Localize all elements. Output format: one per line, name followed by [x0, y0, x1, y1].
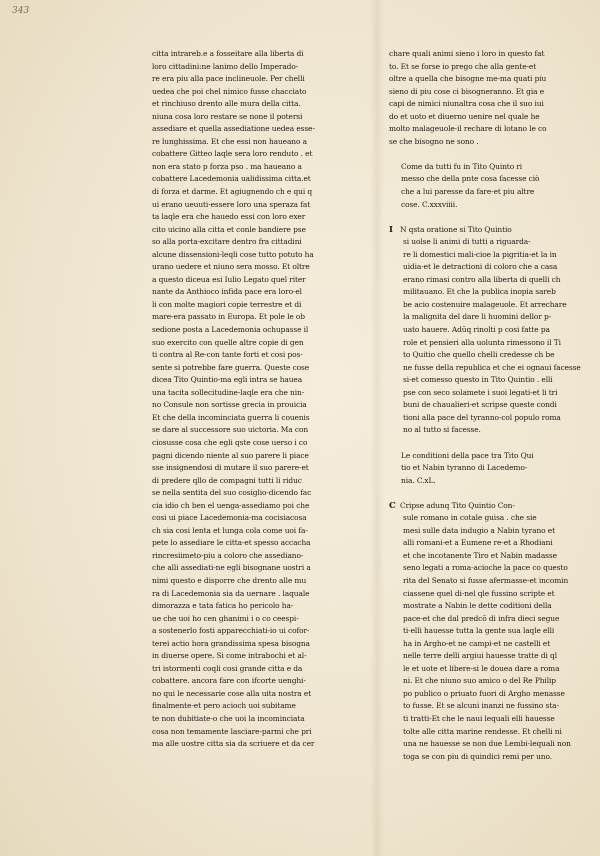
text-line: uidia-et le detractioni di coloro che a casa [403, 262, 558, 272]
text-line: et che incotanente Tiro et Nabin madasse [403, 550, 557, 560]
text-line: no Consule non sortisse grecia in prouicia [152, 400, 307, 410]
text-line: pse con seco solamete i suoi legati-et li tri [403, 387, 558, 397]
text-line: ni. Et che niuno suo amico o del Re Philip [403, 676, 556, 686]
text-line: sule romano in cotale guisa . che sie [403, 513, 537, 523]
text-line: dimorazza e tata fatica ho pericolo ha- [152, 601, 294, 611]
text-line: be acio costenuire malageuole. Et arrechare [403, 299, 567, 309]
text-line: ne fusse della republica et che ei ognaui facesse [403, 362, 581, 372]
text-line: ciosusse cosa che egli qste cose uerso i co [152, 437, 308, 447]
text-line: ti-elli hauesse tutta la gente sua laqle elli [403, 626, 555, 636]
text-line: se dare al successore suo uictoria. Ma con [152, 425, 309, 435]
text-line: cia idio ch ben el uenga-assediamo poi che [152, 500, 310, 510]
text-line: non era stato p forza pso . ma haueano a [152, 161, 302, 171]
text-line: urano uedere et niuno sera mosso. Et oltre [152, 262, 310, 272]
text-line: nimi questo e disporre che drento alle mu [152, 575, 307, 585]
text-line: ti contra al Re-con tante forti et cosi pos- [152, 350, 303, 360]
text-line: una tacita sollecitudine-laqle era che nin- [152, 387, 305, 397]
text-line: ch sia cosi lenta et lunga cola come uoi fa- [152, 525, 308, 535]
text-line: rita del Senato si fusse afermasse-et incomin [403, 575, 569, 585]
text-line: no qui le necessarie cose alla uita nostra et [152, 688, 312, 698]
left-text-column [152, 48, 348, 751]
text-line: una ne hauesse se non due Lembi-lequali non [403, 739, 571, 749]
text-line: cobattere Lacedemonia ualidissima citta.et [152, 174, 311, 184]
text-line: nia. C.xL. [401, 475, 436, 485]
text-line: loro cittadini:ne lanimo dello Imperado- [152, 61, 299, 71]
text-line: to fusse. Et se alcuni inanzi ne fussino sta- [403, 701, 559, 711]
right-top-paragraph [389, 48, 585, 148]
text-line: mesi sulle data indugio a Nabin tyrano et [403, 525, 555, 535]
text-line: po publico o priuato fuori di Argho menasse [403, 688, 565, 698]
initial-letter: I [389, 224, 393, 235]
text-line: terei actio hora grandissima spesa bisogna [152, 638, 310, 648]
text-line: nante da Anthioco infida pace era loro-el [152, 287, 302, 297]
text-line: a questo diceua esi Iulio Legato quel riter [152, 274, 306, 284]
text-line: Come da tutti fu in Tito Quinto ri [401, 161, 523, 171]
text-line: tri istormenti coqli cosi grande citta e da [152, 663, 303, 673]
initial-letter: C [389, 500, 396, 511]
text-line: te non dubitiate-o che uoi la incominciata [152, 713, 305, 723]
text-line: oltre a quella che bisogne me-ma quati piu [389, 74, 547, 84]
right-text-column [389, 48, 585, 763]
text-line: li con molte magiori copie terrestre et di [152, 299, 302, 309]
text-line: ui erano ueuuti-essere loro una speraza fat [152, 199, 311, 209]
text-line: so alla porta-excitare dentro fra cittadini [152, 237, 302, 247]
text-line: si-et comesso questo in Tito Quintio . elli [403, 375, 553, 385]
text-line: do et uoto et diuerno uenire nel quale he [389, 111, 540, 121]
chapter-rubric-39 [389, 161, 585, 211]
text-line: to Quitio che quello chelli credesse ch be [403, 350, 555, 360]
text-line: re lunghissima. Et che essi non haueano a [152, 136, 307, 146]
text-line: role et pensieri alla uolunta rimessono il Ti [403, 337, 561, 347]
text-line: finalmente-et pero acioch uoi subitame [152, 701, 296, 711]
text-line: uato hauere. Adūq rinolti p cosi fatte pa [403, 325, 550, 335]
text-line: chare quali animi sieno i loro in questo fat [389, 49, 545, 58]
text-line: nelle terre delli argiui hauesse tratte di ql [403, 651, 557, 661]
chapter-rubric-40 [389, 450, 585, 488]
text-line: ti tratti-Et che le naui lequali elli hauesse [403, 713, 555, 723]
text-line: tioni alla pace del tyranno-col populo roma [403, 412, 561, 422]
text-line: dicea Tito Quintio-ma egli intra se hauea [152, 375, 303, 385]
text-line: messo che della pnte cosa facesse ciò [401, 174, 540, 184]
text-line: se nella sentita del suo cosiglio-dicendo fac [152, 488, 312, 498]
text-line: C Cripse adunq Tito Quintio Con- [389, 500, 515, 511]
text-line: erano rimasi contro alla liberta di quelli ch [403, 274, 561, 284]
text-line: tolte alle citta marine rendesse. Et chelli ni [403, 726, 562, 736]
text-line: se che bisogno ne sono . [389, 136, 479, 146]
text-line: no al tutto si facesse. [403, 425, 481, 435]
text-line: ra di Lacedemonia sia da uernare . laquale [152, 588, 310, 598]
text-line: toga se con piu di quindici remi per uno. [403, 751, 552, 761]
text-line: si uolse li animi di tutti a riguarda- [403, 237, 531, 247]
page-fold-shadow [370, 0, 384, 856]
text-line: di predere qllo de compagni tutti li riduc [152, 475, 302, 485]
text-line: le et uote et libere-si le douea dare a roma [403, 663, 560, 673]
text-line: sedione posta a Lacedemonia ochupasse il [152, 325, 309, 335]
text-line: ue che uoi ho cen ghanimi i o co ceespi- [152, 613, 299, 623]
text-line: alcune dissensioni-leqli cose tutto potuto ha [152, 249, 314, 259]
text-line: mostrate a Nabin le dette coditioni della [403, 601, 552, 611]
text-line: che a lui paresse da fare-et piu altre [401, 187, 535, 197]
text-line: a sostenerlo fosti apparecchiati-io ui cofor- [152, 626, 310, 636]
text-line: capi de nimici niunaltra cosa che il suo iui [389, 99, 544, 109]
text-line: et rinchiuso drento alle mura della citta. [152, 99, 301, 109]
text-line: Le conditioni della pace tra Tito Qui [401, 450, 534, 460]
text-line: re li domestici mali-cioe la pigritia-et la in [403, 249, 557, 259]
text-line: ma alle uostre citta sia da scriuere et da cer [152, 739, 315, 749]
text-line: cobattere. ancora fare con ifcorte uenghi- [152, 676, 306, 686]
text-line: ha in Argho-et ne campi-et ne castelli et [403, 638, 551, 648]
text-line: militauano. Et che la publica inopia sareb [403, 287, 556, 297]
text-line: cose. C.xxxviiii. [401, 199, 458, 209]
text-line: in diuerse opere. Si come intrabochi et al- [152, 651, 307, 661]
text-line: seno legati a roma-acioche la pace co questo [403, 563, 568, 573]
text-line: pagni dicendo niente al suo parere li piace [152, 450, 309, 460]
text-line: tio et Nabin tyranno di Lacedemo- [401, 463, 528, 473]
text-line: cito uicino alla citta et conle bandiere pse [152, 224, 306, 234]
text-line: cobattere Gitteo laqle sera loro renduto . et [152, 149, 313, 159]
text-line: cosi ui piace Lacedemonia-ma cocisiacosa [152, 513, 307, 523]
text-line: alli romani-et a Eumene re-et a Rhodiani [403, 538, 553, 548]
folio-mark: 343 [12, 6, 30, 16]
text-line: ciassene quel di-nel qle fussino scripte et [403, 588, 555, 598]
text-line: mare-era passato in Europa. Et pole le ob [152, 312, 305, 322]
text-line: pace-et che dal predcō di infra dieci segue [403, 613, 560, 623]
text-line: I N qsta oratione si Tito Quintio [389, 224, 512, 235]
text-line: sieno di piu cose ci bisogneranno. Et gia e [389, 86, 545, 96]
text-line: sse insignendosi di mutare il suo parere-et [152, 463, 309, 473]
text-line: cosa non temamente lasciare-parmi che pri [152, 726, 312, 736]
text-line: suo exercito con quelle altre copie di gen [152, 337, 304, 347]
text-line: sente si potrebbe fare guerra. Queste cose [152, 362, 310, 372]
text-line: la malignita del dare li huomini dellor p- [403, 312, 552, 322]
text-line: ta laqle era che hauedo essi con loro exer [152, 212, 306, 222]
text-line: re era piu alla pace inclineuole. Per chelli [152, 74, 305, 84]
text-line: che alli assediati-ne egli bisognane uostri a [152, 563, 311, 573]
text-line: citta intrareb.e a fosseitare alla liberta di [152, 49, 304, 58]
text-line: buni de chaualieri-et scripse queste condi [403, 400, 557, 410]
text-line: rincresiimeto-piu a coloro che assediano- [152, 550, 304, 560]
right-bottom-paragraph [389, 500, 585, 763]
text-line: di forza et darme. Et agiugnendo ch e qui q [152, 187, 313, 197]
text-line: Et che della incominciata guerra li couenis [152, 412, 310, 422]
right-middle-paragraph [389, 224, 585, 437]
text-line: to. Et se forse io prego che alla gente-et [389, 61, 537, 71]
text-line: pete lo assediare le citta-et spesso accacha [152, 538, 311, 548]
text-line: uedea che poi chel nimico fusse chacciato [152, 86, 307, 96]
text-line: niuna cosa loro restare se none il potersi [152, 111, 303, 121]
text-line: assediare et quella assediatione uedea esse- [152, 124, 315, 134]
text-line: molto malageuole-il rechare di lotano le co [389, 124, 547, 134]
